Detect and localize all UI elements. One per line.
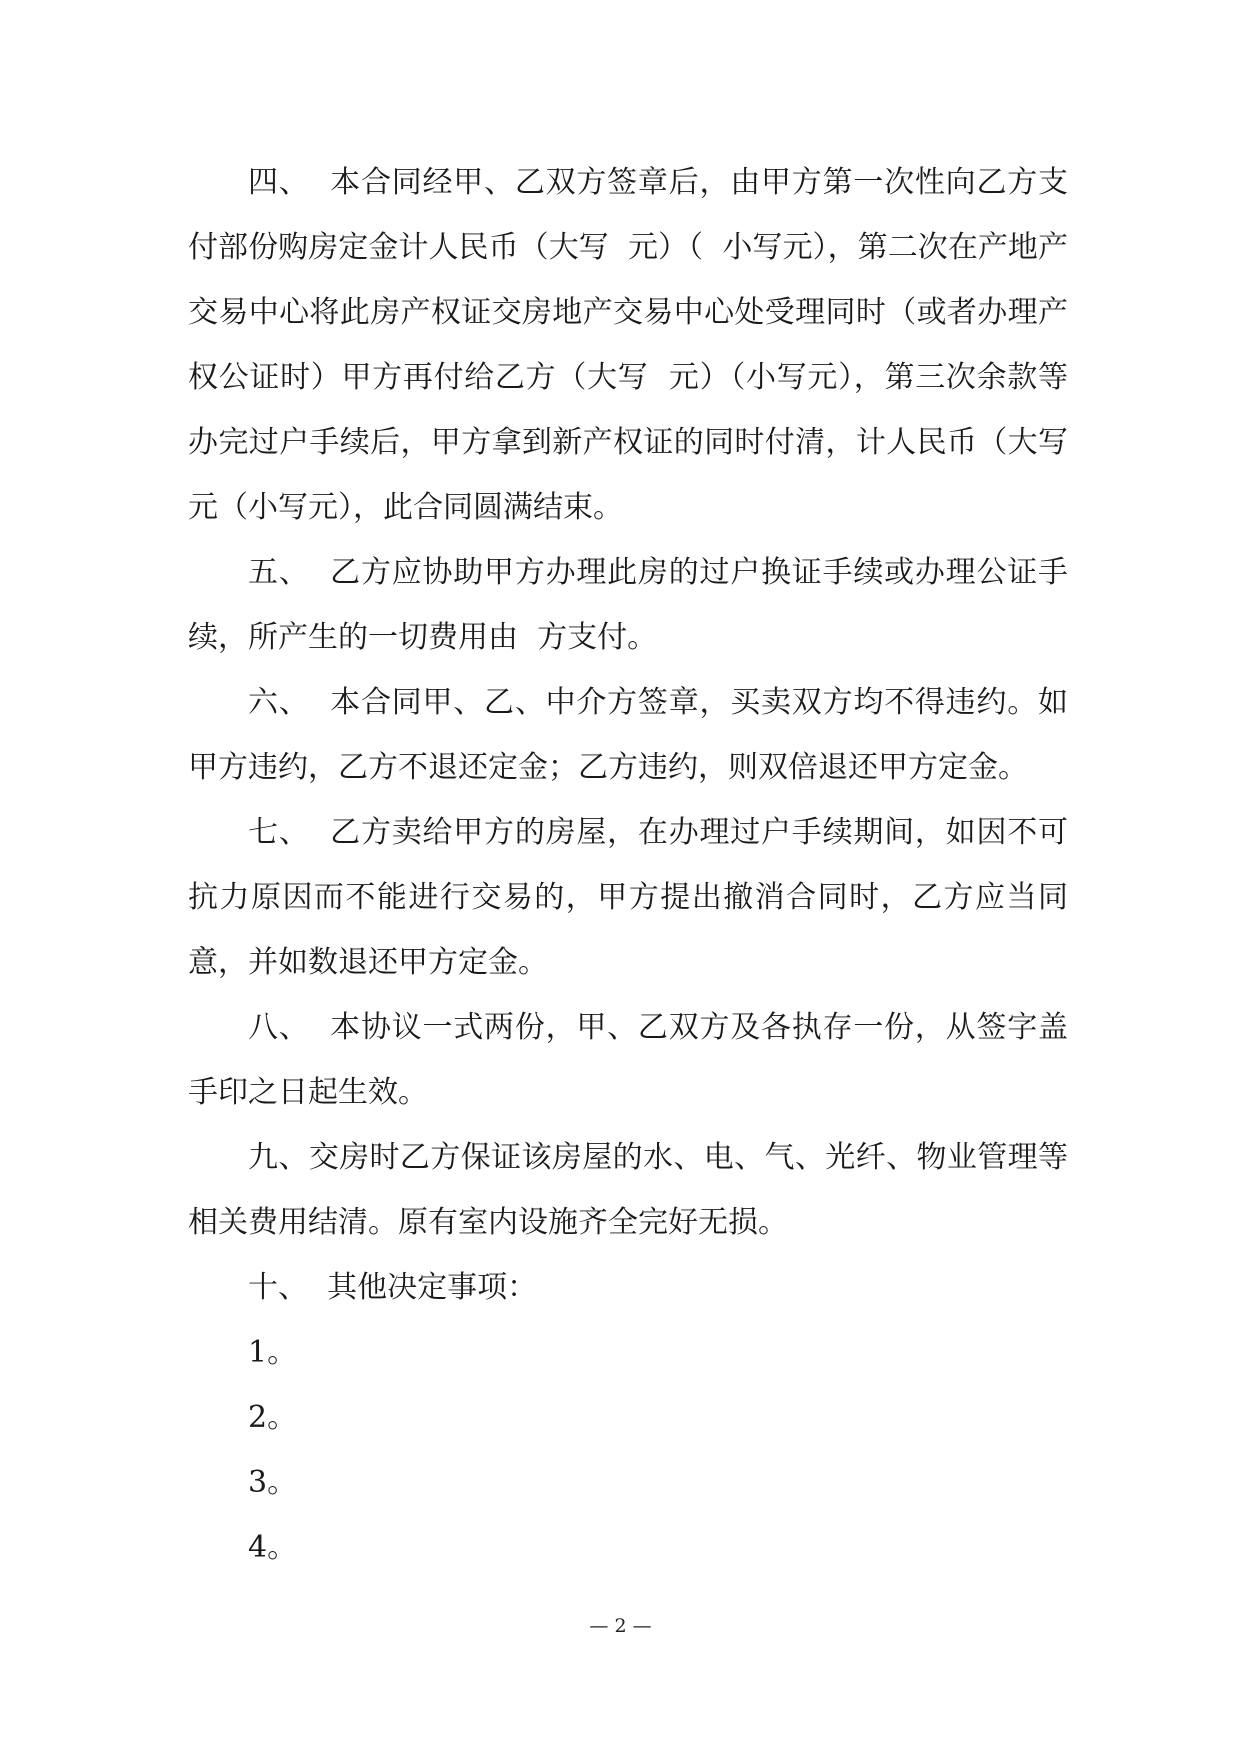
page-number: — 2 — [589,1615,652,1637]
clause-8: 八、 本协议一式两份，甲、乙双方及各执存一份，从签字盖手印之日起生效。 [188,1010,1068,1110]
clause-10: 十、 其他决定事项： [248,1270,538,1305]
sub-item-1: 1。 [248,1335,298,1370]
sub-item-4: 4。 [248,1530,298,1565]
clause-6: 六、 本合同甲、乙、中介方签章，买卖双方均不得违约。如甲方违约，乙方不退还定金；乙方违约，则双倍退还甲方定金。 [188,685,1068,785]
clause-7: 七、 乙方卖给甲方的房屋，在办理过户手续期间，如因不可抗力原因而不能进行交易的，甲方提出撤消合同时，乙方应当同意，并如数退还甲方定金。 [188,815,1068,980]
clause-4: 四、 本合同经甲、乙双方签章后，由甲方第一次性向乙方支付部份购房定金计人民币（大写 元）（ 小写元），第二次在产地产交易中心将此房产权证交房地产交易中心处受理同时（或者办理产权公证时）甲方再付给乙方（大写 元）（小写元），第三次余款等办完过户手续后，甲方拿到新产权证的同时付清，计人民币（大写 元（小写元），此合同圆满结束。 [188,165,1088,525]
sub-item-3: 3。 [248,1465,298,1500]
clause-9: 九、交房时乙方保证该房屋的水、电、气、光纤、物业管理等相关费用结清。原有室内设施齐全完好无损。 [188,1140,1068,1240]
document-body [188,150,1088,1580]
sub-item-2: 2。 [248,1400,298,1435]
clause-5: 五、 乙方应协助甲方办理此房的过户换证手续或办理公证手续，所产生的一切费用由 方支付。 [188,555,1068,655]
